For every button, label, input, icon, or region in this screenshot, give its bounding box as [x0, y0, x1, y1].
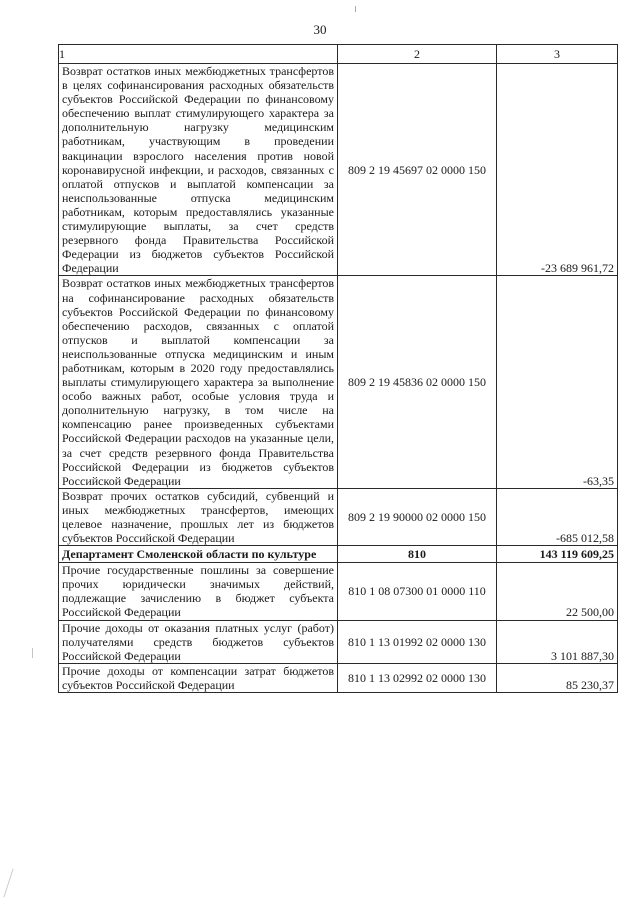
table-row: [59, 663, 618, 692]
header-col-1: 1: [59, 45, 338, 64]
table-row: [59, 64, 618, 276]
department-row: [59, 546, 618, 563]
header-col-2: 2: [338, 45, 497, 64]
row-amount: 22 500,00: [497, 563, 618, 620]
table-row: [59, 620, 618, 663]
row-code: 809 2 19 90000 02 0000 150: [338, 488, 497, 545]
page-number: 30: [313, 22, 327, 37]
table-row: [59, 276, 618, 488]
scan-mark: [355, 6, 356, 12]
row-code: 809 2 19 45836 02 0000 150: [338, 276, 497, 488]
row-amount: 3 101 887,30: [497, 620, 618, 663]
row-name: Прочие государственные пошлины за совершение прочих юридически значимых действий, подлежащие зачислению в бюджет субъекта Российской Федерации: [59, 563, 338, 620]
table-row: [59, 563, 618, 620]
row-code: 810 1 13 01992 02 0000 130: [338, 620, 497, 663]
department-name: Департамент Смоленской области по культуре: [59, 546, 338, 563]
row-code: 810 1 13 02992 02 0000 130: [338, 663, 497, 692]
row-name: Возврат остатков иных межбюджетных трансфертов на софинансирование расходных обязательств субъектов Российской Федерации по финансовому обеспечению расходов, связанных с оплатой отпусков и выплатой компенсации за неиспользованные отпуска медицинским и иным работникам, которым в 2020 году предоставлялись выплаты стимулирующего характера за выполнение особо важных работ, особые условия труда и дополнительную нагрузку, в том числе на компенсацию ранее произведенных субъектами Российской Федерации расходов на указанные цели, за счет средств резервного фонда Правительства Российской Федерации из бюджетов субъектов Российской Федерации: [59, 276, 338, 488]
row-name: Возврат остатков иных межбюджетных трансфертов в целях софинансирования расходных обязательств субъектов Российской Федерации по финансовому обеспечению выплат стимулирующего характера за дополнительную нагрузку медицинским работникам, участвующим в проведении вакцинации взрослого населения против новой коронавирусной инфекции, и расходов, связанных с оплатой отпусков и выплатой компенсации за неиспользованные отпуска медицинским работникам, которым предоставлялись указанные стимулирующие выплаты, за счет средств резервного фонда Правительства Российской Федерации из бюджетов субъектов Российской Федерации: [59, 64, 338, 276]
row-code: 810 1 08 07300 01 0000 110: [338, 563, 497, 620]
header-col-3: 3: [497, 45, 618, 64]
row-amount: 85 230,37: [497, 663, 618, 692]
row-name: Возврат прочих остатков субсидий, субвенций и иных межбюджетных трансфертов, имеющих целевое назначение, прошлых лет из бюджетов субъектов Российской Федерации: [59, 488, 338, 545]
department-code: 810: [338, 546, 497, 563]
table-header-row: [59, 45, 618, 64]
table-row: [59, 488, 618, 545]
row-code: 809 2 19 45697 02 0000 150: [338, 64, 497, 276]
row-name: Прочие доходы от компенсации затрат бюджетов субъектов Российской Федерации: [59, 663, 338, 692]
row-amount: -685 012,58: [497, 488, 618, 545]
budget-table: [58, 44, 618, 693]
row-amount: -23 689 961,72: [497, 64, 618, 276]
scan-mark: [3, 869, 13, 898]
scan-mark: [32, 648, 33, 658]
row-amount: -63,35: [497, 276, 618, 488]
row-name: Прочие доходы от оказания платных услуг (работ) получателями средств бюджетов субъектов Российской Федерации: [59, 620, 338, 663]
department-amount: 143 119 609,25: [497, 546, 618, 563]
